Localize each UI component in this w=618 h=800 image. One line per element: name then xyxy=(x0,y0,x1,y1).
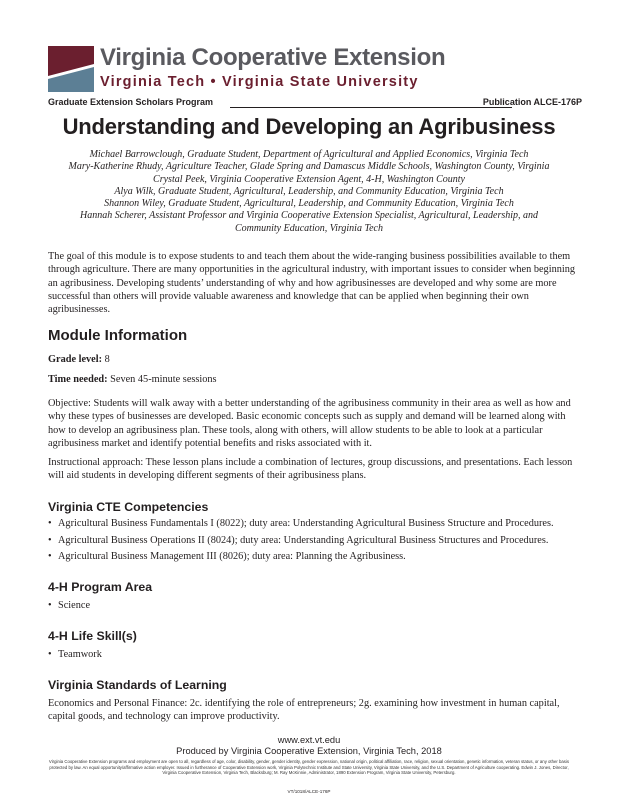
module-heading: Module Information xyxy=(48,327,188,344)
author-list xyxy=(60,149,558,235)
program-area-heading: 4-H Program Area xyxy=(48,580,153,594)
author-line: Shannon Wiley, Graduate Student, Agricultural, Leadership, and Community Education, Virginia Tech xyxy=(104,198,514,210)
intro-paragraph: The goal of this module is to expose students to and teach them about the wide-ranging business possibilities available to them through agriculture. There are many opportunities in the agricultural industry, with important issues to consider when beginning an agribusiness. Developing students’ understanding of why and how agribusinesses are developed and why some are more successful than others will provide valuable awareness and knowledge that can be applied when beginning their own agribusinesses. xyxy=(48,251,576,316)
header-rule xyxy=(230,107,512,108)
list-item: • Agricultural Business Fundamentals I (8022); duty area: Understanding Agricultural Business Structure and Procedures. xyxy=(48,518,554,529)
approach-paragraph: Instructional approach: These lesson plans include a combination of lectures, group discussions, and presentations. Each lesson will aid students in developing different segments of their agribusiness plans. xyxy=(48,457,573,482)
vce-logo-icon xyxy=(48,46,94,92)
time-needed xyxy=(48,374,217,385)
cte-list xyxy=(48,516,554,566)
program-name: Graduate Extension Scholars Program xyxy=(48,97,214,107)
grade-label: Grade level: xyxy=(48,354,103,365)
author-line: Alya Wilk, Graduate Student, Agricultural, Leadership, and Community Education, Virginia Tech xyxy=(114,185,504,197)
document-title: Understanding and Developing an Agribusiness xyxy=(62,114,556,139)
life-skills-heading: 4-H Life Skill(s) xyxy=(48,629,137,643)
author-line: Hannah Scherer, Assistant Professor and Virginia Cooperative Extension Specialist, Agricultural, Leadership, and Community Education, Virginia Tech xyxy=(79,210,539,234)
brand-subtitle: Virginia Tech • Virginia State University xyxy=(100,74,419,90)
author-line: Mary-Katherine Rhudy, Agriculture Teacher, Glade Spring and Damascus Middle Schools, Washington County, Virginia xyxy=(68,161,550,173)
author-line: Michael Barrowclough, Graduate Student, Department of Agricultural and Applied Economics, Virginia Tech xyxy=(89,149,529,160)
sol-paragraph: Economics and Personal Finance: 2c. identifying the role of entrepreneurs; 2g. examining how investment in human capital, capital goods, and technology can improve productivity. xyxy=(48,698,560,723)
objective-paragraph: Objective: Students will walk away with a better understanding of the agribusiness community in their area as well as how and why these types of businesses are developed. Basic economic concepts such as supply and demand will be learned along with how to develop an agribusiness plan. These tools, along with others, will allow students to be able to look at a particular agribusiness market and identify potential benefits and risks associated with it. xyxy=(48,398,571,449)
grade-value: 8 xyxy=(104,354,110,365)
cte-heading: Virginia CTE Competencies xyxy=(48,500,209,514)
footer-url: www.ext.vt.edu xyxy=(277,735,341,745)
publication-number: Publication ALCE-176P xyxy=(482,97,582,107)
author-line: Crystal Peek, Virginia Cooperative Extension Agent, 4-H, Washington County xyxy=(153,173,465,185)
program-area-list xyxy=(48,598,90,615)
time-label: Time needed: xyxy=(48,374,108,385)
grade-level xyxy=(48,354,110,365)
footer-code: VT/1018/ALCE-176P xyxy=(287,789,331,794)
footer-legal: Virginia Cooperative Extension programs and employment are open to all, regardless of age, color, disability, gender, gender identity, gender expression, national origin, political affiliation, race, religion, sexual orientation, genetic information, veteran status, or any other basis protected by law. An equal opportunity/affirmative action employer. Issued in furtherance of Cooperative Extension work, Virginia Polytechnic Institute and State University, Virginia State University, and the U.S. Department of Agriculture cooperating. Edwin J. Jones, Director, Virginia Cooperative Extension, Virginia Tech, Blacksburg; M. Ray McKinnie, Administrator, 1890 Extension Program, Virginia State University, Petersburg. xyxy=(48,759,570,776)
time-value: Seven 45-minute sessions xyxy=(110,374,217,385)
brand-title: Virginia Cooperative Extension xyxy=(100,44,446,71)
list-item: • Agricultural Business Management III (8026); duty area: Planning the Agribusiness. xyxy=(48,551,406,562)
program-bar xyxy=(48,97,582,111)
list-item: • Teamwork xyxy=(48,649,102,660)
footer-produced-by: Produced by Virginia Cooperative Extension, Virginia Tech, 2018 xyxy=(176,746,442,756)
life-skills-list xyxy=(48,647,102,664)
list-item: • Agricultural Business Operations II (8024); duty area: Understanding Agricultural Business Structures and Procedures. xyxy=(48,534,549,546)
list-item: • Science xyxy=(48,600,91,611)
sol-heading: Virginia Standards of Learning xyxy=(48,678,227,692)
